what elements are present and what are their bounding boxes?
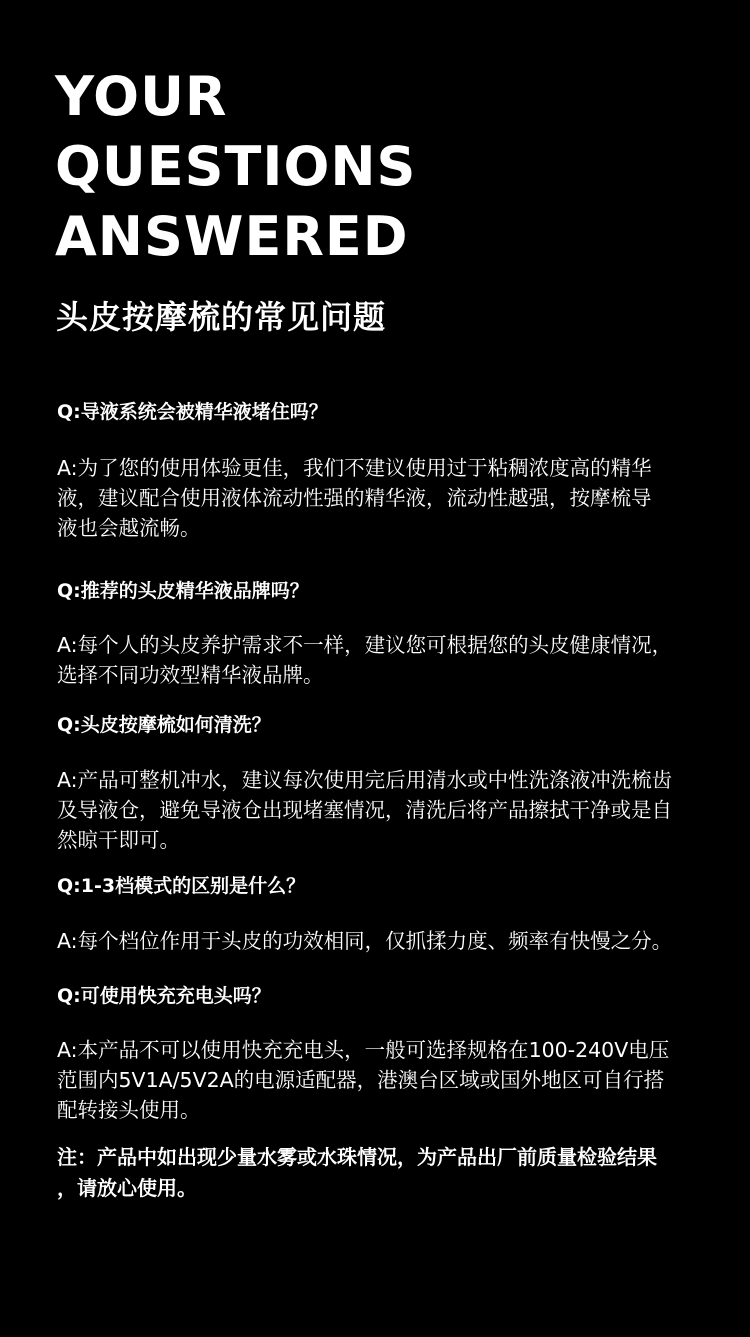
answer-line: 配转接头使用。 [57,1098,201,1122]
answer-line: A:每个档位作用于头皮的功效相同，仅抓揉力度、频率有快慢之分。 [57,929,673,953]
faq-question: Q:推荐的头皮精华液品牌吗？ [57,580,309,602]
faq-answer [57,765,729,855]
answer-line: 液也会越流畅。 [57,516,201,540]
note-line: ，请放心使用。 [57,1176,197,1200]
faq-question: Q:头皮按摩梳如何清洗？ [57,714,271,736]
page-subtitle: 头皮按摩梳的常见问题 [56,298,387,336]
faq-question: Q:导液系统会被精华液堵住吗？ [57,401,328,423]
faq-answer [57,1035,729,1125]
hero-title [55,62,416,272]
answer-line: A:每个人的头皮养护需求不一样，建议您可根据您的头皮健康情况， [57,633,673,657]
hero-title-line: QUESTIONS [55,135,417,198]
answer-line: 及导液仓，避免导液仓出现堵塞情况，清洗后将产品擦拭干净或是自 [57,798,672,822]
note-line: 注：产品中如出现少量水雾或水珠情况，为产品出厂前质量检验结果 [57,1145,657,1169]
faq-answer [57,630,729,690]
faq-answer [57,453,729,543]
answer-line: 然晾干即可。 [57,828,180,852]
answer-line: 范围内5V1A/5V2A的电源适配器，港澳台区域或国外地区可自行搭 [57,1068,665,1092]
answer-line: 液，建议配合使用液体流动性强的精华液，流动性越强，按摩梳导 [57,486,652,510]
answer-line: A:本产品不可以使用快充充电头，一般可选择规格在100-240V电压 [57,1038,670,1062]
answer-line: A:为了您的使用体验更佳，我们不建议使用过于粘稠浓度高的精华 [57,456,652,480]
answer-line: A:产品可整机冲水，建议每次使用完后用清水或中性洗涤液冲洗梳齿 [57,768,673,792]
faq-question: Q:1-3档模式的区别是什么？ [57,875,306,897]
hero-title-line: YOUR [55,65,228,128]
note-text [57,1142,729,1204]
hero-title-line: ANSWERED [55,205,409,268]
faq-question: Q:可使用快充充电头吗？ [57,985,271,1007]
answer-line: 选择不同功效型精华液品牌。 [57,663,324,687]
faq-answer [57,926,729,956]
